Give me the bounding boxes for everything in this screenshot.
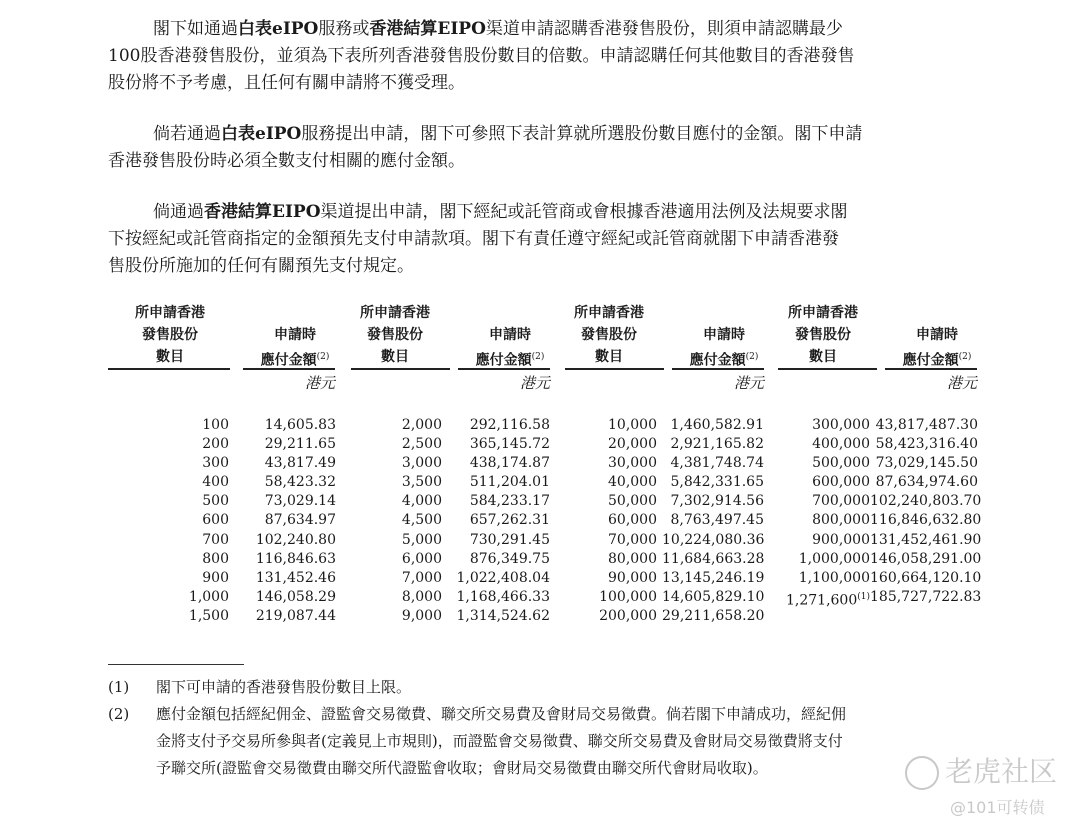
shares-cell: 100,000 [599, 588, 657, 605]
shares-cell: 4,000 [401, 493, 442, 510]
amount-cell: 131,452.46 [255, 569, 336, 586]
p2-line-2: 香港發售股份時必須全數支付相關的應付金額。 [108, 151, 465, 171]
amount-cell: 7,302,914.56 [670, 493, 764, 510]
unit-label: 港元 [304, 374, 335, 392]
amount-cell: 87,634.97 [264, 512, 336, 529]
shares-cell: 1,271,600$^{(1)}$ [785, 591, 870, 609]
shares-cell: 900 [202, 569, 229, 586]
amount-cell: 10,224,080.36 [662, 531, 765, 548]
shares-cell: 20,000 [608, 436, 657, 453]
p1-text: 渠道申請認購香港發售股份，則須申請認購最少 [485, 19, 843, 39]
shares-column [355, 416, 442, 626]
amount-cell: 58,423.32 [264, 474, 336, 491]
amount-cell: 1,022,408.04 [456, 569, 550, 586]
amount-cell: 43,817.49 [264, 455, 336, 472]
paragraph-1 [108, 16, 980, 97]
amount-cell: 146,058.29 [255, 588, 336, 605]
footnote-ref: (1) [857, 591, 870, 602]
shares-cell: 400 [202, 474, 229, 491]
shares-cell: 70,000 [608, 531, 657, 548]
p1-bold-white-form: 白表eIPO [238, 19, 319, 39]
shares-cell: 10,000 [608, 417, 657, 433]
shares-cell: 1,500 [188, 607, 229, 624]
header-amount: 申請時 應付金額$^{(2)}$ [902, 327, 972, 369]
shares-cell: 3,500 [401, 474, 442, 491]
header-rule [351, 368, 450, 370]
amount-column [450, 416, 550, 626]
shares-cell: 40,000 [608, 474, 657, 491]
amount-cell: 87,634,974.60 [875, 474, 978, 491]
header-rule [778, 368, 877, 370]
p1-line-3: 股份將不予考慮，且任何有關申請將不獲受理。 [108, 73, 465, 93]
shares-column [770, 416, 870, 611]
shares-cell: 1,100,000 [798, 569, 870, 586]
amount-cell: 58,423,316.40 [875, 436, 978, 453]
shares-cell: 700,000 [812, 493, 870, 510]
footnote-2: (2) 應付金額包括經紀佣金、證監會交易徵費、聯交所交易費及會財局交易徵費。倘若閣下申請成功，經紀佣 金將支付予交易所參與者(定義見上市規則)，而證監會交易徵費、聯交所交易費及會財局交易徵費將支付 予聯交所(證監會交易徵費由聯交所代證監會收取；會財局交易徵費由聯交所代會財局收取)。 [108, 705, 847, 777]
amount-cell: 4,381,748.74 [670, 455, 764, 472]
header-rule [243, 368, 335, 370]
shares-cell: 800 [202, 550, 229, 567]
shares-cell: 900,000 [812, 531, 870, 548]
amount-cell: 116,846,632.80 [870, 512, 982, 529]
header-amount: 申請時 應付金額$^{(2)}$ [260, 327, 330, 369]
header-shares: 所申請香港 發售股份 數目 [574, 305, 644, 365]
shares-cell: 90,000 [608, 569, 657, 586]
header-rule [565, 368, 664, 370]
watermark-user: @101可转债 [950, 798, 1045, 817]
p1-bold-hkscc: 香港結算EIPO [369, 19, 486, 39]
p2-text: 服務提出申請，閣下可參照下表計算就所選股份數目應付的金額。閣下申請 [301, 124, 863, 144]
shares-cell: 80,000 [608, 550, 657, 567]
unit-label: 港元 [946, 374, 977, 392]
header-amount: 申請時 應付金額$^{(2)}$ [475, 327, 545, 369]
shares-cell: 200 [202, 436, 229, 453]
header-shares: 所申請香港 發售股份 數目 [788, 305, 858, 365]
p3-text: 倘通過 [153, 202, 204, 222]
unit-label: 港元 [733, 374, 764, 392]
amount-cell: 29,211.65 [264, 436, 336, 453]
p1-text: 閣下如通過 [153, 19, 238, 39]
amount-cell: 1,314,524.62 [456, 607, 550, 624]
footnote-1: (1) 閣下可申請的香港發售股份數目上限。 [108, 678, 412, 696]
amount-column [870, 416, 982, 607]
amount-cell: 131,452,461.90 [870, 531, 982, 548]
amount-cell: 438,174.87 [469, 455, 550, 472]
shares-cell: 400,000 [812, 436, 870, 453]
shares-cell: 6,000 [401, 550, 442, 567]
amount-cell: 876,349.75 [469, 550, 550, 567]
shares-cell: 9,000 [401, 607, 442, 624]
tiger-logo-icon [905, 756, 939, 790]
amount-cell: 11,684,663.28 [662, 550, 765, 567]
shares-cell: 60,000 [608, 512, 657, 529]
shares-cell: 200,000 [599, 607, 657, 624]
shares-cell: 7,000 [401, 569, 442, 586]
p3-text: 渠道提出申請，閣下經紀或託管商或會根據香港適用法例及法規要求閣 [320, 202, 848, 222]
shares-column [568, 416, 657, 626]
amount-cell: 511,204.01 [469, 474, 550, 491]
amount-cell: 292,116.58 [469, 417, 550, 433]
amount-cell: 102,240.80 [255, 531, 336, 548]
shares-cell: 600 [202, 512, 229, 529]
shares-cell: 50,000 [608, 493, 657, 510]
amount-cell: 73,029,145.50 [875, 455, 978, 472]
amount-cell: 102,240,803.70 [870, 493, 982, 510]
amount-cell: 2,921,165.82 [670, 436, 764, 453]
amount-cell: 730,291.45 [469, 531, 550, 548]
amount-cell: 185,727,722.83 [870, 588, 982, 605]
amount-cell: 73,029.14 [264, 493, 336, 510]
amount-cell: 584,233.17 [469, 493, 550, 510]
amount-column [240, 416, 336, 626]
amount-cell: 14,605.83 [264, 417, 336, 433]
header-rule [458, 368, 550, 370]
amount-cell: 160,664,120.10 [870, 569, 982, 586]
shares-cell: 800,000 [812, 512, 870, 529]
amount-cell: 116,846.63 [255, 550, 336, 567]
shares-cell: 500,000 [812, 455, 870, 472]
unit-label: 港元 [519, 374, 550, 392]
amount-cell: 8,763,497.45 [670, 512, 764, 529]
p2-text: 倘若通過 [153, 124, 221, 144]
amount-cell: 657,262.31 [469, 512, 550, 529]
shares-cell: 1,000,000 [798, 550, 870, 567]
header-rule [885, 368, 977, 370]
watermark-brand: 老虎社区 [905, 750, 1057, 790]
amount-cell: 1,460,582.91 [670, 417, 764, 433]
shares-cell: 600,000 [812, 474, 870, 491]
header-rule [108, 368, 230, 370]
amount-cell: 29,211,658.20 [662, 607, 765, 624]
shares-cell: 30,000 [608, 455, 657, 472]
p2-bold-white-form: 白表eIPO [221, 124, 302, 144]
amount-cell: 43,817,487.30 [875, 417, 978, 433]
amount-cell: 1,168,466.33 [456, 588, 550, 605]
shares-column [150, 416, 229, 626]
shares-cell: 300 [202, 455, 229, 472]
header-shares: 所申請香港 發售股份 數目 [360, 305, 430, 365]
shares-cell: 700 [202, 531, 229, 548]
header-amount: 申請時 應付金額$^{(2)}$ [689, 327, 759, 369]
paragraph-2 [108, 121, 980, 175]
paragraph-3 [108, 199, 980, 280]
shares-cell: 4,500 [401, 512, 442, 529]
shares-cell: 2,500 [401, 436, 442, 453]
shares-cell: 100 [202, 417, 229, 433]
amount-cell: 14,605,829.10 [662, 588, 765, 605]
amount-cell: 13,145,246.19 [662, 569, 765, 586]
header-shares: 所申請香港 發售股份 數目 [135, 305, 205, 365]
amount-cell: 5,842,331.65 [670, 474, 764, 491]
shares-cell: 3,000 [401, 455, 442, 472]
amount-column [662, 416, 764, 626]
shares-cell: 5,000 [401, 531, 442, 548]
shares-cell: 500 [202, 493, 229, 510]
shares-cell: 1,000 [188, 588, 229, 605]
shares-cell: 300,000 [812, 417, 870, 433]
shares-cell: 2,000 [401, 417, 442, 433]
header-rule [672, 368, 764, 370]
p3-bold-hkscc: 香港結算EIPO [204, 202, 321, 222]
p3-line-2: 下按經紀或託管商指定的金額預先支付申請款項。閣下有責任遵守經紀或託管商就閣下申請香港發 [108, 229, 839, 249]
shares-cell: 8,000 [401, 588, 442, 605]
footnote-rule [108, 664, 244, 665]
p1-line-2: 100股香港發售股份，並須為下表所列香港發售股份數目的倍數。申請認購任何其他數目的香港發售 [108, 46, 855, 66]
amount-cell: 365,145.72 [469, 436, 550, 453]
p3-line-3: 售股份所施加的任何有關預先支付規定。 [108, 256, 414, 276]
amount-cell: 219,087.44 [255, 607, 336, 624]
p1-text: 服務或 [318, 19, 370, 39]
amount-cell: 146,058,291.00 [870, 550, 982, 567]
